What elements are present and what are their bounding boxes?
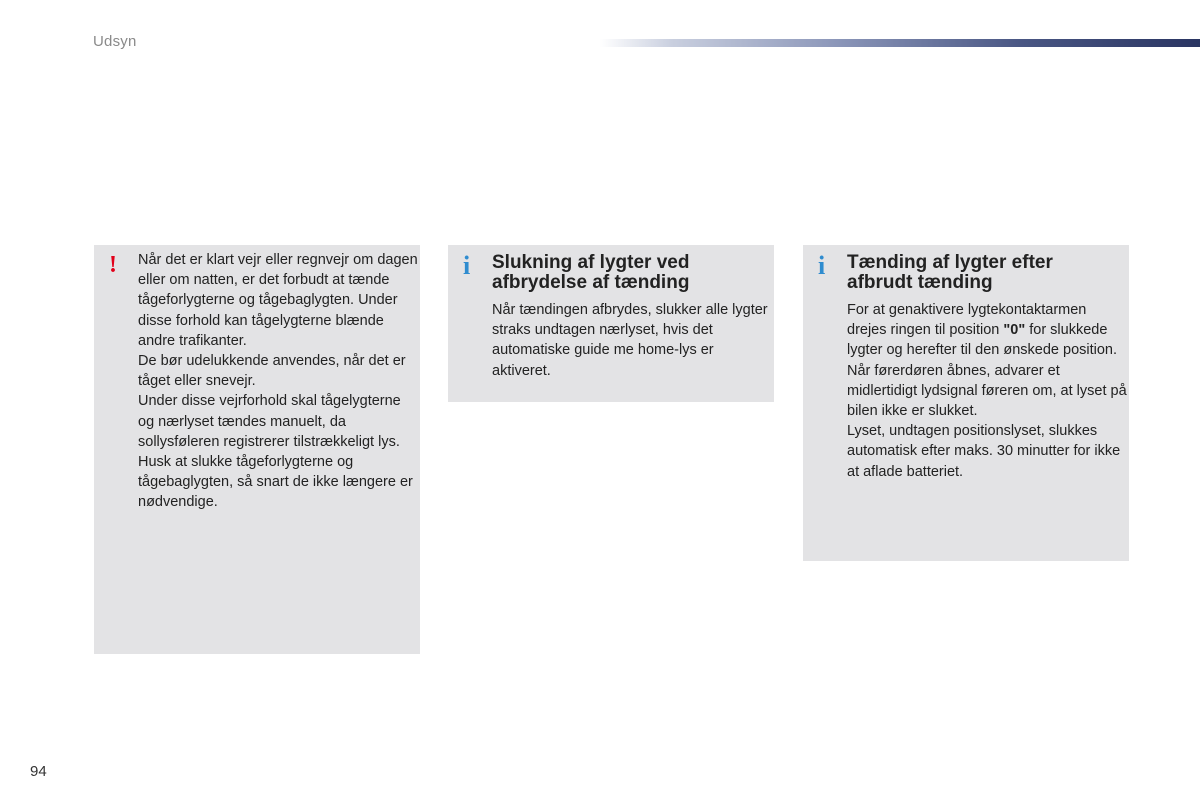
section-title: Udsyn (93, 33, 137, 50)
warning-paragraph: Under disse vejrforhold skal tågelygterne og nærlyset tændes manuelt, da sollysføleren registrerer tilstrækkeligt lys. (138, 393, 401, 450)
position-zero-label: "0" (1003, 322, 1026, 339)
warning-box (94, 245, 420, 654)
page-number: 94 (30, 763, 47, 780)
info-box-heading: Slukning af lygter ved afbrydelse af tænding (492, 252, 690, 293)
info-icon: i (818, 251, 826, 280)
info-paragraph: Når førerdøren åbnes, advarer et midlertidigt lydsignal føreren om, at lyset på bilen ikke er slukket. (847, 362, 1127, 420)
info-text-segment: For at genaktivere lygtekontaktarmen drejes ringen til position (847, 302, 1087, 339)
warning-paragraph: Husk at slukke tågeforlygterne og tågebaglygten, så snart de ikke længere er nødvendige. (138, 454, 413, 511)
info-box-lights-on (803, 245, 1129, 561)
warning-paragraph: Når det er klart vejr eller regnvejr om dagen eller om natten, er det forbudt at tænde tågeforlygterne og tågebaglygten. Under disse forhold kan tågelygterne blænde andre trafikanter. (138, 252, 418, 349)
info-box-text (492, 300, 772, 381)
info-paragraph: Når tændingen afbrydes, slukker alle lygter straks undtagen nærlyset, hvis det automatiske guide me home-lys er aktiveret. (492, 302, 768, 379)
warning-paragraph: De bør udelukkende anvendes, når det er tåget eller snevejr. (138, 353, 406, 390)
header-gradient-bar (600, 39, 1200, 47)
info-paragraph: Lyset, undtagen positionslyset, slukkes automatisk efter maks. 30 minutter for ikke at aflade batteriet. (847, 423, 1121, 480)
info-paragraph (847, 300, 1127, 361)
info-box-lights-off (448, 245, 774, 402)
info-box-text (847, 300, 1127, 482)
info-icon: i (463, 251, 471, 280)
exclamation-warning-icon: ! (109, 252, 117, 278)
info-box-heading: Tænding af lygter efter afbrudt tænding (847, 252, 1053, 293)
warning-text (138, 250, 420, 513)
info-text-segment: for slukkede lygter og herefter til den ønskede position. (847, 322, 1118, 359)
